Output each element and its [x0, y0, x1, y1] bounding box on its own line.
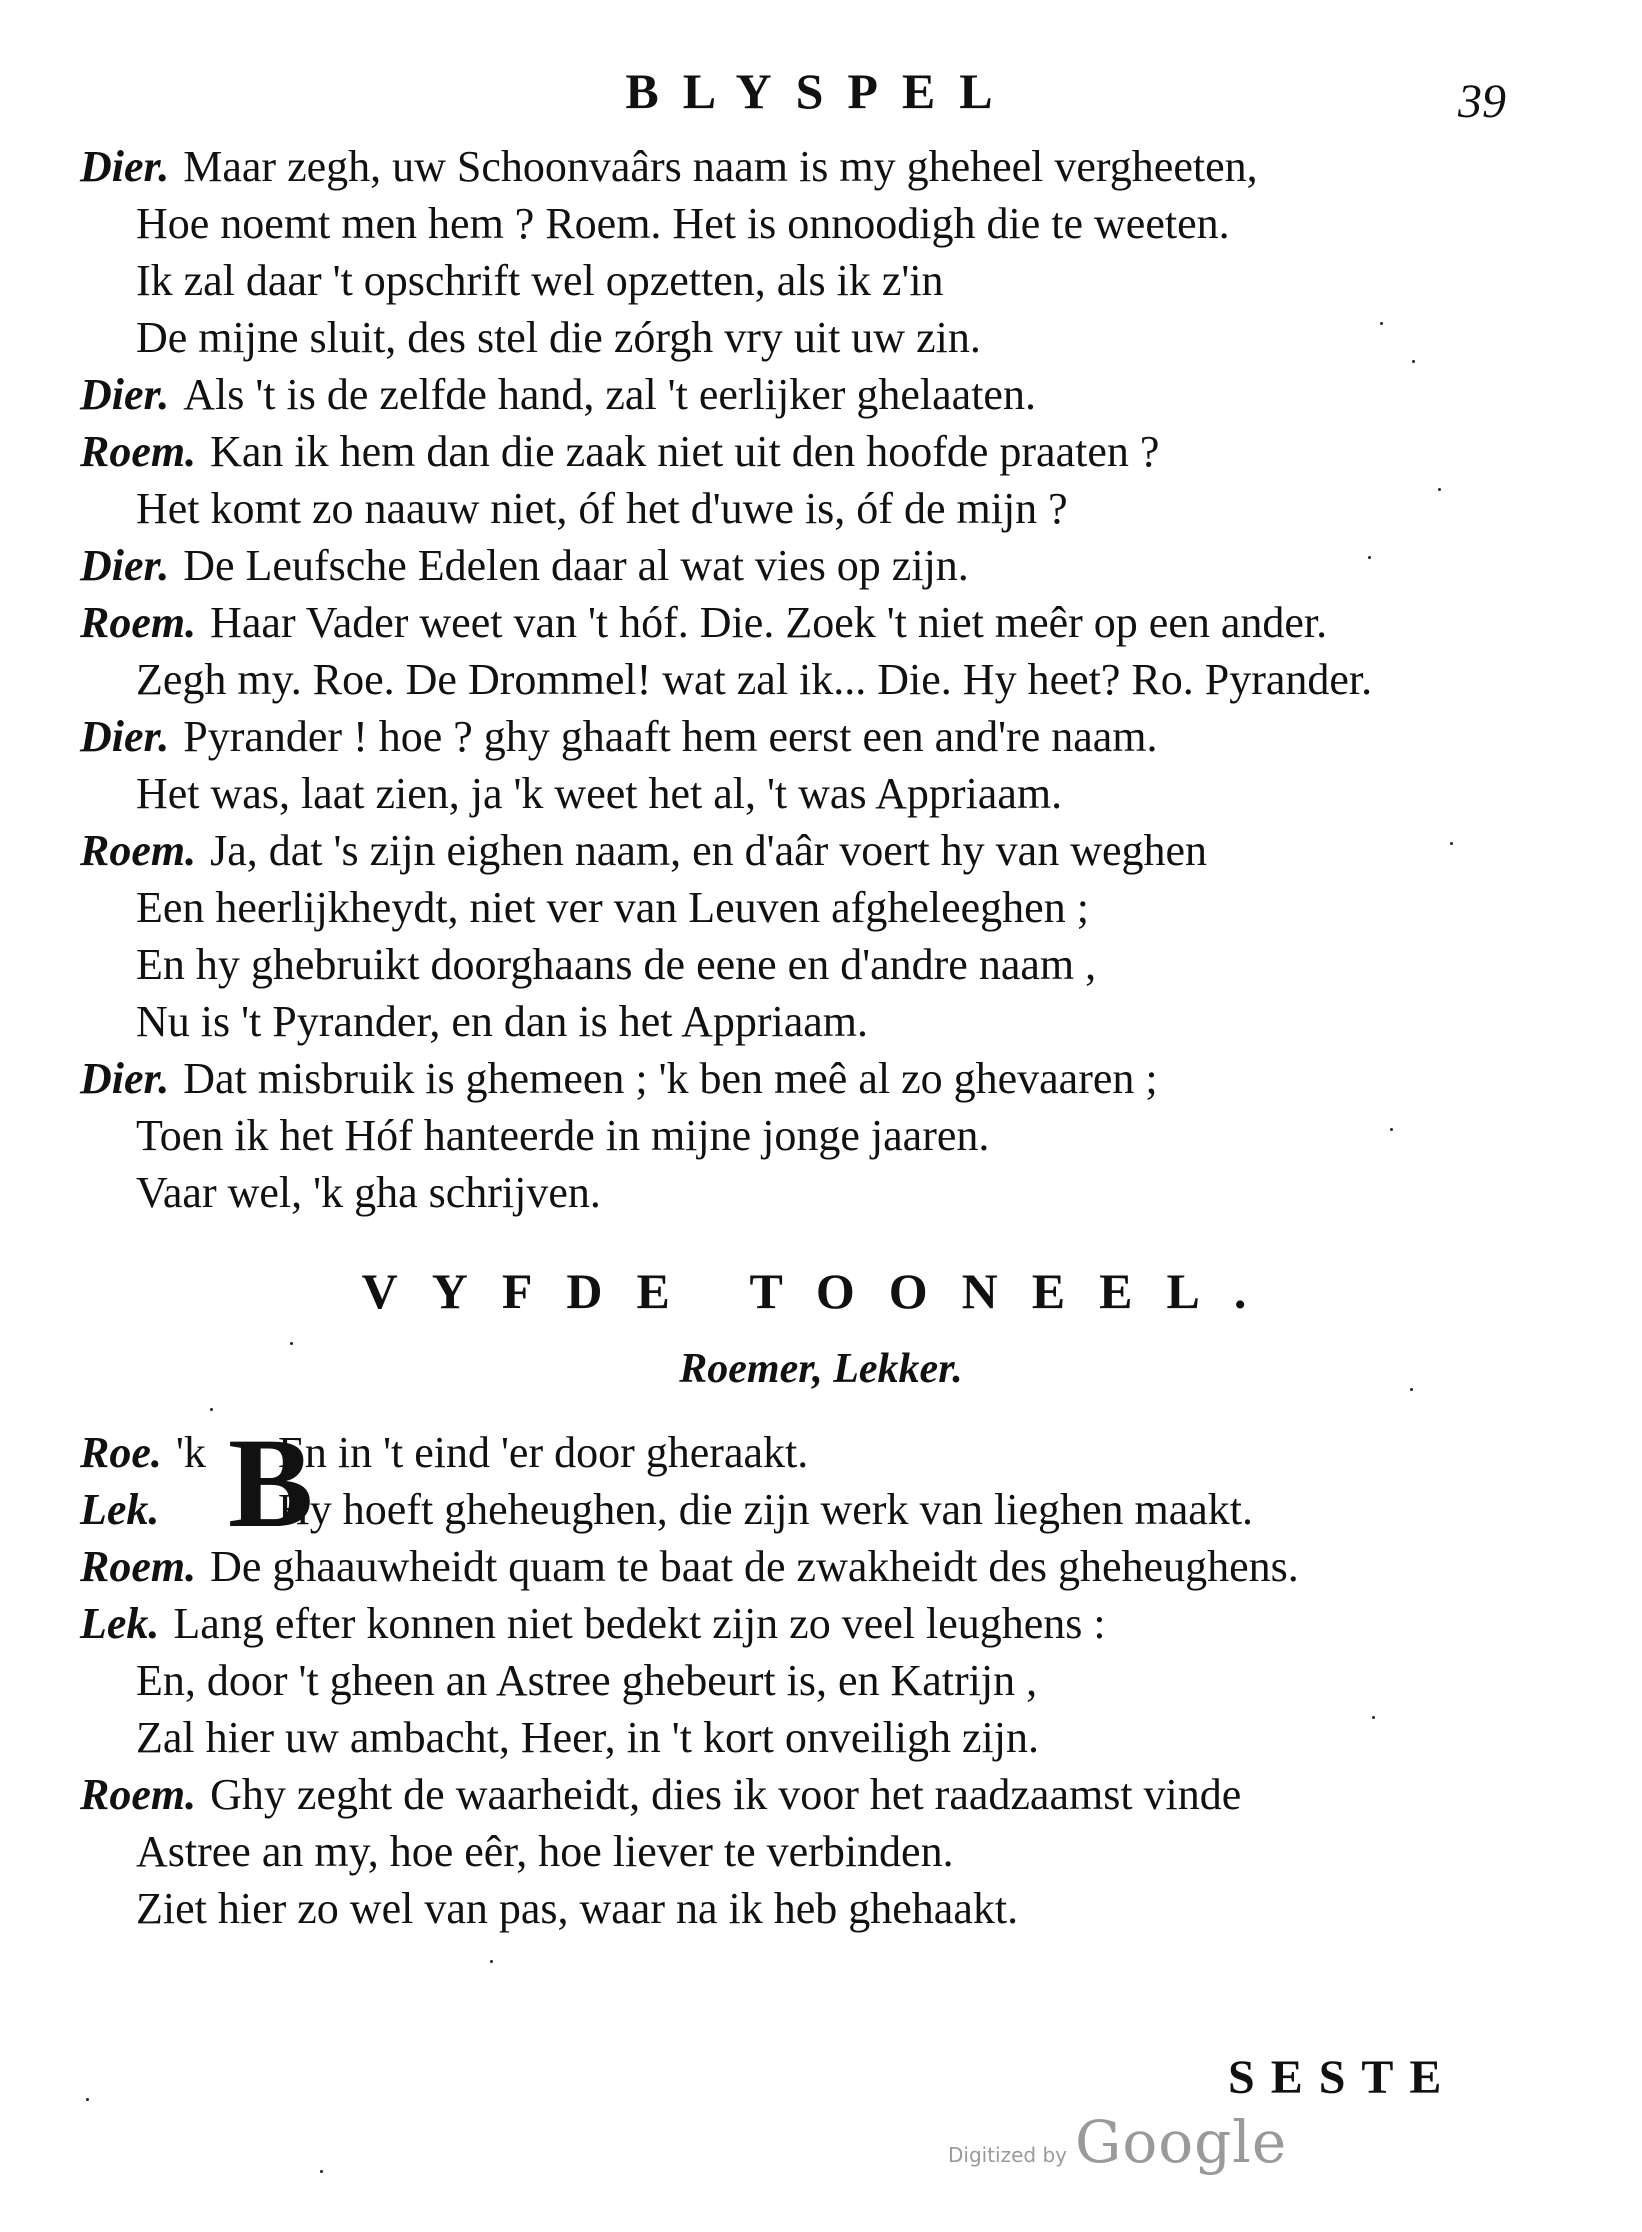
verse-line — [80, 423, 1562, 480]
print-speck — [86, 2098, 89, 2101]
verse-line — [80, 252, 1562, 309]
line-text: De ghaauwheidt quam te baat de zwakheidt des gheheughens. — [210, 1542, 1299, 1591]
line-text: Ziet hier zo wel van pas, waar na ik heb ghehaakt. — [136, 1884, 1019, 1933]
print-speck — [290, 1342, 293, 1345]
line-text: En, door 't gheen an Astree ghebeurt is, en Katrijn , — [136, 1656, 1038, 1705]
line-text: Ghy zeght de waarheidt, dies ik voor het raadzaamst vinde — [210, 1770, 1242, 1819]
verse-line — [80, 1823, 1562, 1880]
verse-line — [80, 651, 1562, 708]
speaker-name: Roe. — [80, 1428, 162, 1477]
verse-line — [80, 1880, 1562, 1937]
verse-line — [80, 1595, 1562, 1652]
verse-line — [80, 1652, 1562, 1709]
print-speck — [1450, 842, 1453, 845]
print-speck — [1412, 360, 1415, 363]
print-speck — [1390, 1128, 1393, 1131]
verse-line — [80, 993, 1562, 1050]
line-text: Als 't is de zelfde hand, zal 't eerlijker ghelaaten. — [183, 370, 1036, 419]
speaker-name: Dier. — [80, 142, 170, 191]
line-text: De mijne sluit, des stel die zórgh vry uit uw zin. — [136, 313, 981, 362]
speaker-name: Roem. — [80, 826, 197, 875]
print-speck — [210, 1408, 213, 1411]
line-text: Ja, dat 's zijn eighen naam, en d'aâr voert hy van weghen — [210, 826, 1208, 875]
line-text: Ik zal daar 't opschrift wel opzetten, als ik z'in — [136, 256, 944, 305]
verse-line — [80, 1538, 1562, 1595]
verse-line — [80, 1766, 1562, 1823]
line-text: Een heerlijkheydt, niet ver van Leuven afgheleeghen ; — [136, 883, 1089, 932]
verse-line — [80, 708, 1562, 765]
verse-line — [80, 936, 1562, 993]
verse-line — [80, 138, 1562, 195]
verse-line — [80, 480, 1562, 537]
scene-characters: Roemer, Lekker. — [679, 1346, 963, 1392]
google-logo: Google — [1075, 2108, 1288, 2176]
line-text: De Leufsche Edelen daar al wat vies op zijn. — [183, 541, 969, 590]
line-text: En hy ghebruikt doorghaans de eene en d'andre naam , — [136, 940, 1097, 989]
verse-line — [80, 594, 1562, 651]
line-text: Toen ik het Hóf hanteerde in mijne jonge jaaren. — [136, 1111, 990, 1160]
verse-line — [80, 537, 1562, 594]
line-text: Dat misbruik is ghemeen ; 'k ben meê al zo ghevaaren ; — [183, 1054, 1158, 1103]
speaker-name: Roem. — [80, 598, 197, 647]
line-text: Pyrander ! hoe ? ghy ghaaft hem eerst een and're naam. — [183, 712, 1158, 761]
page-header — [0, 58, 1642, 138]
verse-line — [80, 822, 1562, 879]
digitized-watermark — [948, 2108, 1287, 2176]
print-speck — [1410, 1388, 1413, 1391]
print-speck — [320, 2170, 323, 2173]
speaker-name: Roem. — [80, 427, 197, 476]
line-prefix: 'k — [175, 1428, 206, 1477]
print-speck — [1368, 556, 1371, 559]
line-text: Zal hier uw ambacht, Heer, in 't kort onveiligh zijn. — [136, 1713, 1040, 1762]
scene2-verse — [80, 1412, 1562, 1937]
line-text: Het was, laat zien, ja 'k weet het al, 't was Appriaam. — [136, 769, 1063, 818]
line-text: Lang efter konnen niet bedekt zijn zo veel leughens : — [173, 1599, 1106, 1648]
line-text: Hy hoeft gheheughen, die zijn werk van lieghen maakt. — [278, 1485, 1254, 1534]
catchword: SESTE — [1228, 2051, 1458, 2104]
speaker-name: Dier. — [80, 370, 170, 419]
speaker-name: Dier. — [80, 712, 170, 761]
verse-line — [80, 1164, 1562, 1221]
speaker-name: Lek. — [80, 1485, 160, 1534]
line-text: Vaar wel, 'k gha schrijven. — [136, 1168, 601, 1217]
speaker-name: Lek. — [80, 1599, 160, 1648]
line-text: Kan ik hem dan die zaak niet uit den hoofde praaten ? — [210, 427, 1160, 476]
speaker-name: Roem. — [80, 1542, 197, 1591]
line-text: Zegh my. Roe. De Drommel! wat zal ik... Die. Hy heet? Ro. Pyrander. — [136, 655, 1373, 704]
line-text: Hoe noemt men hem ? Roem. Het is onnoodigh die te weeten. — [136, 199, 1230, 248]
scene-title: VYFDE TOONEEL. — [361, 1263, 1281, 1319]
line-text: Maar zegh, uw Schoonvaârs naam is my gheheel vergheeten, — [183, 142, 1258, 191]
line-text: Het komt zo naauw niet, óf het d'uwe is, óf de mijn ? — [136, 484, 1068, 533]
verse-line — [80, 765, 1562, 822]
speaker-name: Dier. — [80, 541, 170, 590]
speaker-name: Roem. — [80, 1770, 197, 1819]
line-text: En in 't eind 'er door gheraakt. — [278, 1428, 809, 1477]
verse-line — [80, 366, 1562, 423]
page-number: 39 — [1458, 75, 1506, 128]
scene1-verse — [80, 138, 1562, 1221]
line-text: Haar Vader weet van 't hóf. Die. Zoek 't niet meêr op een ander. — [210, 598, 1328, 647]
verse-line — [80, 1424, 1562, 1481]
verse-line — [80, 1050, 1562, 1107]
verse-line — [80, 1481, 1562, 1538]
verse-line — [80, 879, 1562, 936]
watermark-prefix: Digitized by — [948, 2143, 1067, 2167]
verse-line — [80, 1107, 1562, 1164]
speaker-name: Dier. — [80, 1054, 170, 1103]
verse-line — [80, 1709, 1562, 1766]
verse-line — [80, 309, 1562, 366]
print-speck — [1380, 322, 1383, 325]
verse-line — [80, 195, 1562, 252]
print-speck — [1438, 488, 1441, 491]
drop-capital: B — [228, 1412, 314, 1554]
print-speck — [490, 1960, 493, 1963]
print-speck — [1372, 1716, 1375, 1719]
line-text: Astree an my, hoe eêr, hoe liever te verbinden. — [136, 1827, 954, 1876]
running-head: BLYSPEL — [625, 63, 1017, 119]
line-text: Nu is 't Pyrander, en dan is het Appriaam. — [136, 997, 869, 1046]
